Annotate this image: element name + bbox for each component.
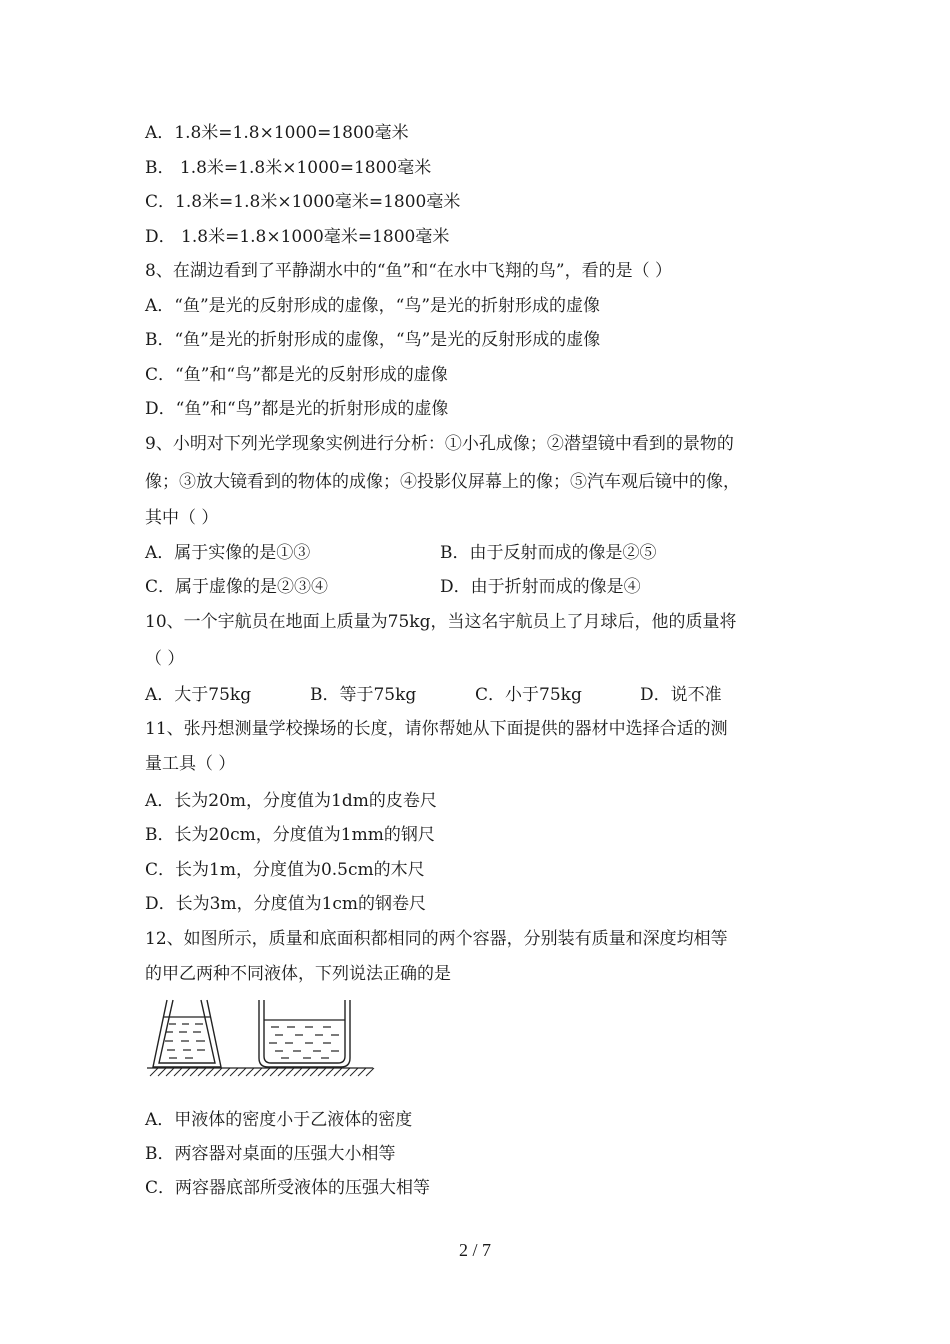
q11-option-b: B．长为20cm，分度值为1mm的钢尺 — [145, 825, 435, 845]
q9-stem-line-3: 其中（ ） — [145, 508, 219, 528]
q7-option-d: D． 1.8米=1.8×1000毫米=1800毫米 — [145, 227, 450, 247]
q7-option-a: A．1.8米=1.8×1000=1800毫米 — [145, 123, 409, 143]
q12-stem-line-1: 12、如图所示，质量和底面积都相同的两个容器，分别装有质量和深度均相等 — [145, 929, 728, 949]
q8-option-a: A．“鱼”是光的反射形成的虚像，“鸟”是光的折射形成的虚像 — [145, 296, 601, 316]
q9-option-d: D．由于折射而成的像是④ — [440, 577, 641, 597]
q10-option-b: B．等于75kg — [310, 685, 417, 705]
q12-stem-line-2: 的甲乙两种不同液体，下列说法正确的是 — [145, 964, 451, 984]
q10-stem-line-1: 10、一个宇航员在地面上质量为75kg，当这名宇航员上了月球后，他的质量将 — [145, 612, 737, 632]
q10-stem-line-2: （ ） — [145, 649, 185, 669]
q12-option-c: C．两容器底部所受液体的压强大相等 — [145, 1178, 431, 1198]
q12-option-b: B．两容器对桌面的压强大小相等 — [145, 1144, 396, 1164]
q8-option-d: D．“鱼”和“鸟”都是光的折射形成的虚像 — [145, 399, 449, 419]
q9-stem-line-2: 像；③放大镜看到的物体的成像；④投影仪屏幕上的像；⑤汽车观后镜中的像， — [145, 472, 740, 492]
container-jia — [153, 1000, 221, 1067]
q10-option-c: C．小于75kg — [475, 685, 582, 705]
container-yi — [259, 1000, 350, 1067]
q10-option-d: D．说不准 — [640, 685, 722, 705]
q8-option-c: C．“鱼”和“鸟”都是光的反射形成的虚像 — [145, 365, 448, 385]
q8-stem: 8、在湖边看到了平静湖水中的“鱼”和“在水中飞翔的鸟”，看的是（ ） — [145, 261, 672, 281]
q9-option-c: C．属于虚像的是②③④ — [145, 577, 329, 597]
page-number: 2 / 7 — [458, 1240, 491, 1260]
q8-option-b: B．“鱼”是光的折射形成的虚像，“鸟”是光的反射形成的虚像 — [145, 330, 601, 350]
table-hatching — [150, 1068, 374, 1076]
q11-stem-line-2: 量工具（ ） — [145, 754, 236, 774]
q9-option-b: B．由于反射而成的像是②⑤ — [440, 543, 657, 563]
q12-option-a: A．甲液体的密度小于乙液体的密度 — [145, 1110, 413, 1130]
q11-option-c: C．长为1m，分度值为0.5cm的木尺 — [145, 860, 425, 880]
q9-option-a: A．属于实像的是①③ — [145, 543, 311, 563]
q10-option-a: A．大于75kg — [145, 685, 252, 705]
q7-option-c: C．1.8米=1.8米×1000毫米=1800毫米 — [145, 192, 461, 212]
q9-stem-line-1: 9、小明对下列光学现象实例进行分析：①小孔成像；②潜望镜中看到的景物的 — [145, 434, 734, 454]
q11-stem-line-1: 11、张丹想测量学校操场的长度，请你帮她从下面提供的器材中选择合适的测 — [145, 719, 728, 739]
q11-option-d: D．长为3m，分度值为1cm的钢卷尺 — [145, 894, 427, 914]
two-containers-figure — [145, 996, 375, 1088]
q11-option-a: A．长为20m，分度值为1dm的皮卷尺 — [145, 791, 437, 811]
q7-option-b: B． 1.8米=1.8米×1000=1800毫米 — [145, 158, 432, 178]
